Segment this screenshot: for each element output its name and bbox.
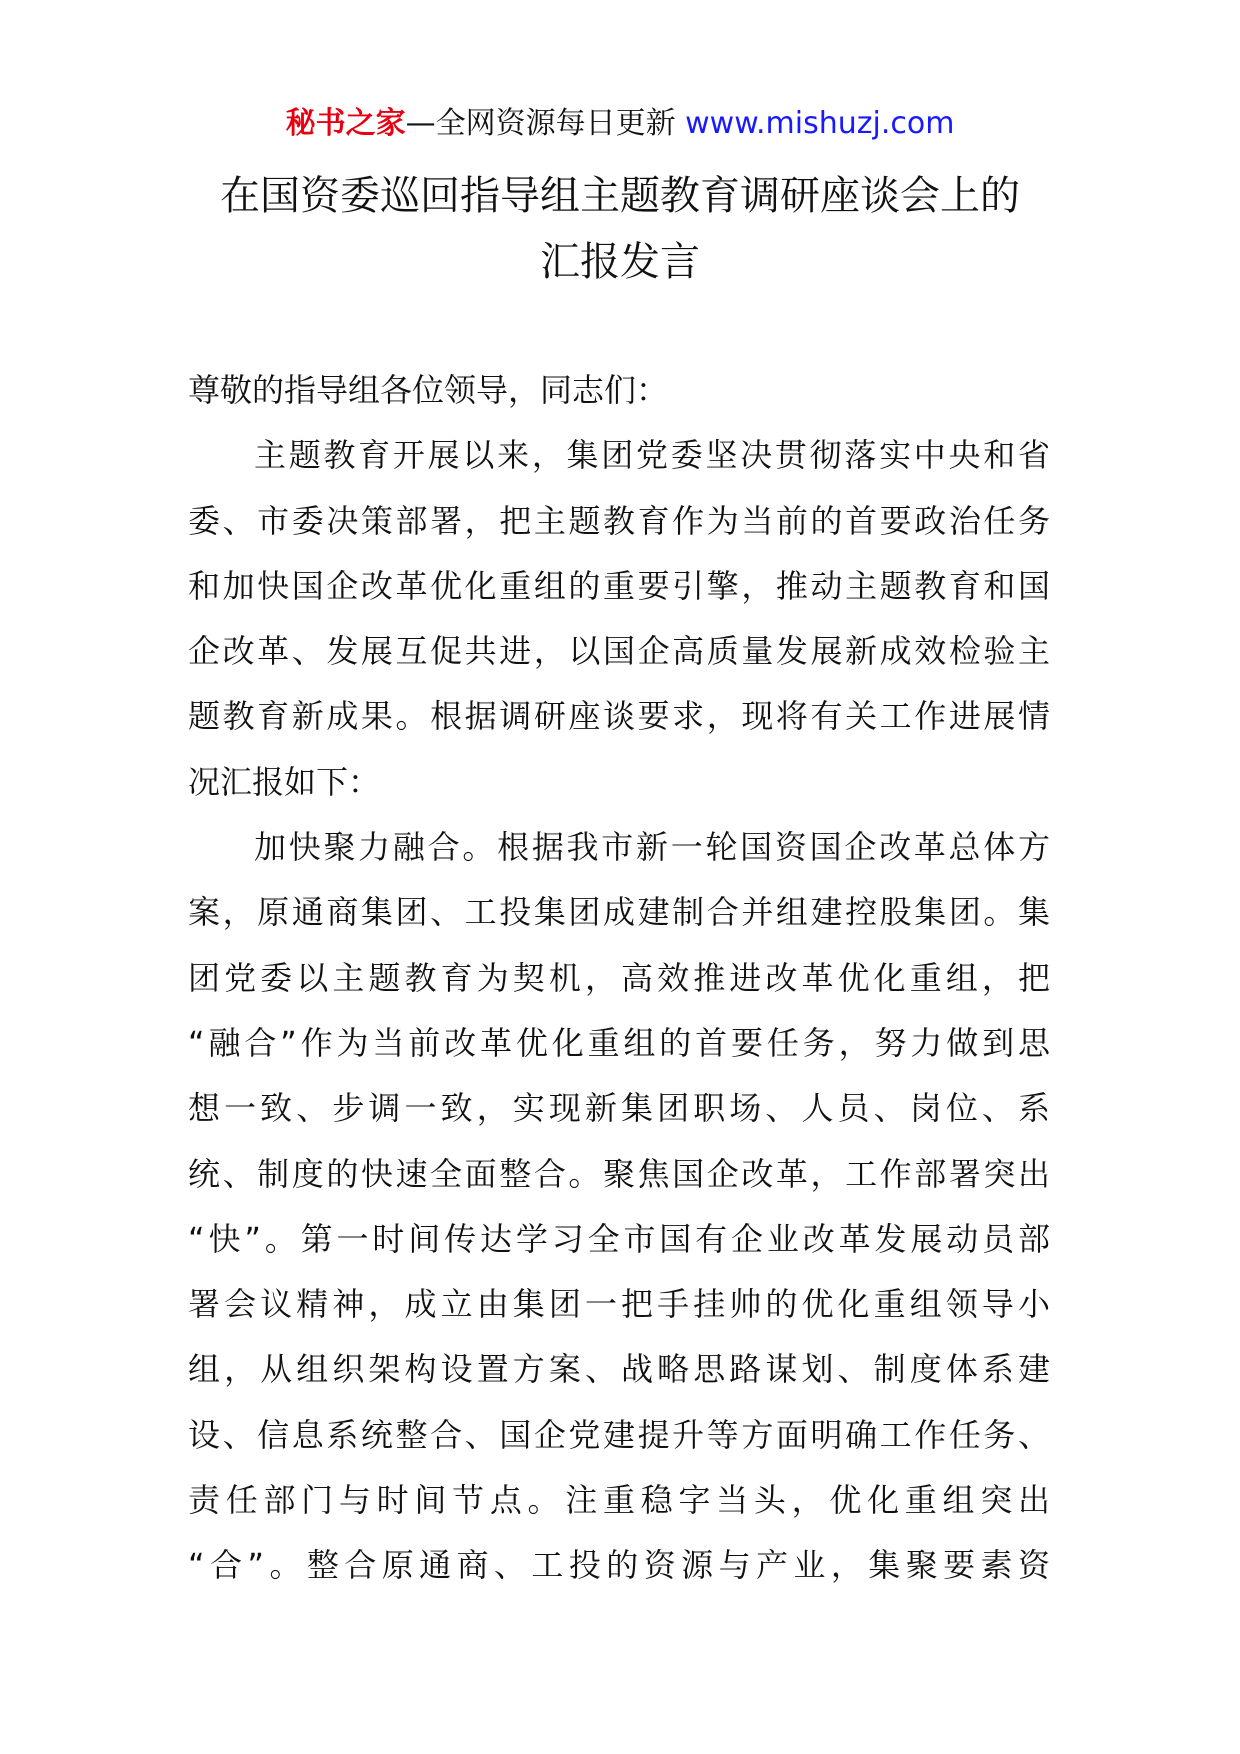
site-header xyxy=(0,102,1240,146)
brand-name: 秘书之家 xyxy=(285,106,406,141)
paragraph-2-line: “快”。第一时间传达学习全市国有企业改革发展动员部 xyxy=(188,1219,1050,1258)
paragraph-2-line: 设、信息系统整合、国企党建提升等方面明确工作任务、 xyxy=(188,1415,1050,1454)
paragraph-2-line: 署会议精神，成立由集团一把手挂帅的优化重组领导小 xyxy=(188,1285,1050,1324)
paragraph-2-line: “合”。整合原通商、工投的资源与产业，集聚要素资 xyxy=(188,1546,1050,1585)
document-body xyxy=(188,358,1050,1599)
site-url-link[interactable]: www.mishuzj.com xyxy=(685,106,955,141)
title-line-1: 在国资委巡回指导组主题教育调研座谈会上的 xyxy=(220,173,1020,219)
paragraph-1-line: 和加快国企改革优化重组的重要引擎，推动主题教育和国 xyxy=(188,566,1050,605)
paragraph-1-line: 委、市委决策部署，把主题教育作为当前的首要政治任务 xyxy=(188,501,1050,540)
header-tagline: —全网资源每日更新 xyxy=(405,106,676,141)
paragraph-1-line: 题教育新成果。根据调研座谈要求，现将有关工作进展情 xyxy=(188,697,1050,736)
paragraph-2-line: 组，从组织架构设置方案、战略思路谋划、制度体系建 xyxy=(188,1350,1050,1389)
document-title xyxy=(0,163,1240,295)
paragraph-2-line: 加快聚力融合。根据我市新一轮国资国企改革总体方 xyxy=(254,828,1050,867)
paragraph-1-line: 企改革、发展互促共进，以国企高质量发展新成效检验主 xyxy=(188,632,1050,671)
salutation: 尊敬的指导组各位领导，同志们： xyxy=(188,371,669,409)
paragraph-2-line: 想一致、步调一致，实现新集团职场、人员、岗位、系 xyxy=(188,1089,1050,1128)
title-line-2: 汇报发言 xyxy=(540,239,700,285)
paragraph-2-line: 案，原通商集团、工投集团成建制合并组建控股集团。集 xyxy=(188,893,1050,932)
paragraph-2-line: 统、制度的快速全面整合。聚焦国企改革，工作部署突出 xyxy=(188,1154,1050,1193)
paragraph-1-line: 况汇报如下： xyxy=(188,762,381,801)
paragraph-1-line: 主题教育开展以来，集团党委坚决贯彻落实中央和省 xyxy=(254,436,1050,475)
paragraph-2-line: “融合”作为当前改革优化重组的首要任务，努力做到思 xyxy=(188,1023,1050,1062)
paragraph-2-line: 责任部门与时间节点。注重稳字当头，优化重组突出 xyxy=(188,1481,1050,1520)
paragraph-2-line: 团党委以主题教育为契机，高效推进改革优化重组，把 xyxy=(188,958,1050,997)
